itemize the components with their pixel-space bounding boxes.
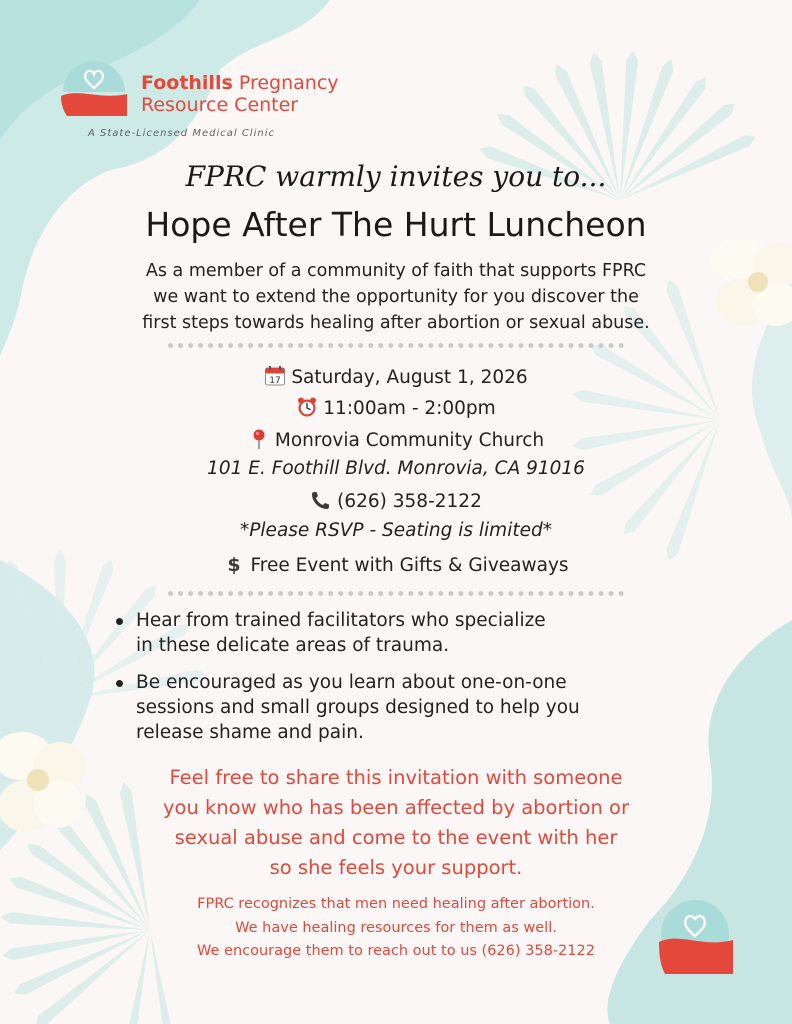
dollar-icon xyxy=(223,553,245,575)
calendar-day: 17 xyxy=(269,376,282,386)
bullet-list xyxy=(112,608,672,757)
event-address: 101 E. Foothill Blvd. Monrovia, CA 91016 xyxy=(207,458,585,479)
intro-line: we want to extend the opportunity for you discover the xyxy=(153,287,639,307)
event-date-text: Saturday, August 1, 2026 xyxy=(291,367,528,388)
org-name xyxy=(141,72,339,116)
share-line: Feel free to share this invitation with someone xyxy=(169,766,623,789)
free-event-text: Free Event with Gifts & Giveaways xyxy=(250,555,569,576)
event-location-text: Monrovia Community Church xyxy=(274,430,545,451)
bullet-line: Be encouraged as you learn about one-on-one xyxy=(136,672,567,693)
event-time-text: 11:00am - 2:00pm xyxy=(323,398,496,419)
men-note-line: FPRC recognizes that men need healing after abortion. xyxy=(197,896,595,912)
event-phone-text: (626) 358-2122 xyxy=(337,491,482,512)
org-name-rest: Pregnancy xyxy=(238,72,339,94)
logo-mark-bottom xyxy=(657,898,733,974)
phone-icon xyxy=(310,489,332,511)
calendar-icon xyxy=(264,365,286,387)
bullet-line: in these delicate areas of trauma. xyxy=(136,635,450,656)
event-title: Hope After The Hurt Luncheon xyxy=(145,205,647,244)
dotted-divider xyxy=(168,591,624,596)
alarm-clock-icon xyxy=(296,396,318,418)
intro-line: As a member of a community of faith that supports FPRC xyxy=(145,261,647,281)
men-note-line: We have healing resources for them as well. xyxy=(235,919,557,936)
event-location xyxy=(0,428,792,451)
event-time xyxy=(0,396,792,419)
free-event xyxy=(0,553,792,576)
share-line: sexual abuse and come to the event with her xyxy=(174,826,618,849)
bullet-line: Hear from trained facilitators who specialize xyxy=(136,610,546,631)
list-item xyxy=(112,608,672,658)
event-date xyxy=(0,365,792,388)
men-note-line: We encourage them to reach out to us (626) 358-2122 xyxy=(197,943,595,959)
share-line: you know who has been affected by abortion or xyxy=(162,796,629,819)
list-item xyxy=(112,670,672,745)
map-pin-icon xyxy=(248,428,270,450)
org-name-bold: Foothills xyxy=(141,72,233,94)
bullet-line: release shame and pain. xyxy=(136,722,364,743)
intro-paragraph xyxy=(0,258,792,336)
dotted-divider xyxy=(168,343,624,348)
share-paragraph xyxy=(0,763,792,883)
logo-mark xyxy=(59,58,129,118)
bullet-line: sessions and small groups designed to help you xyxy=(136,697,580,718)
svg-text:$: $ xyxy=(227,554,242,575)
tagline: A State-Licensed Medical Clinic xyxy=(88,128,275,139)
org-name-line2: Resource Center xyxy=(141,94,299,116)
share-line: so she feels your support. xyxy=(269,856,523,879)
rsvp-note: *Please RSVP - Seating is limited* xyxy=(240,520,552,541)
event-phone xyxy=(0,489,792,512)
intro-line: first steps towards healing after abortion or sexual abuse. xyxy=(142,313,650,333)
invite-line: FPRC warmly invites you to... xyxy=(185,160,607,193)
